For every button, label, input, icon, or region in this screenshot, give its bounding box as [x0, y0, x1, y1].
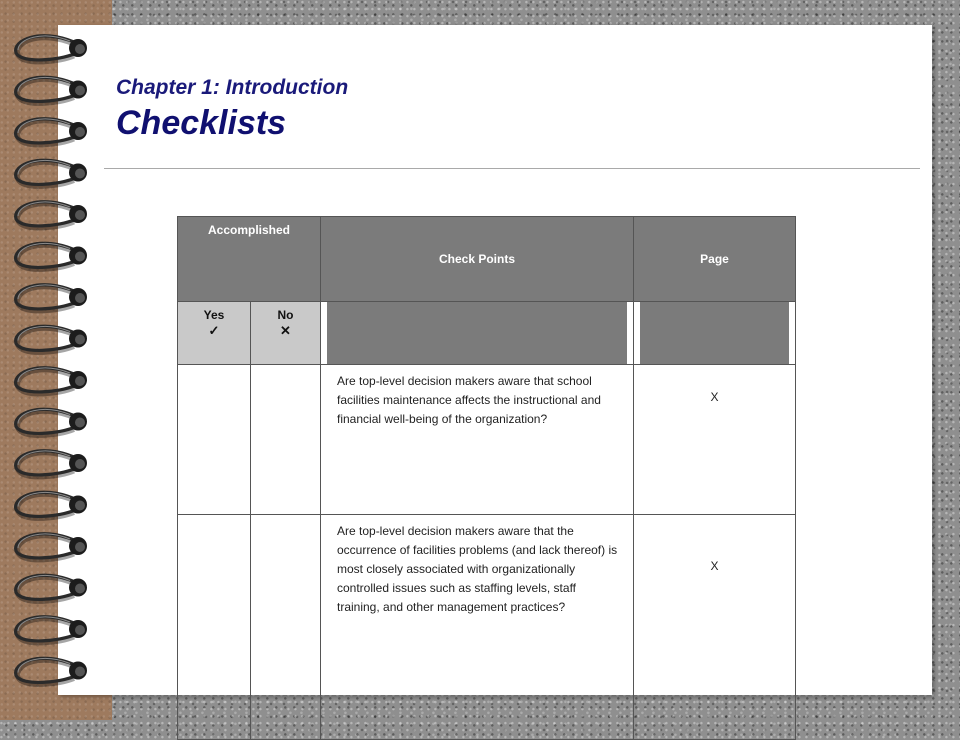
binder-ring-icon — [16, 368, 87, 394]
page-header: Page — [634, 217, 796, 302]
binder-ring-icon — [16, 160, 87, 186]
binder-ring-icon — [16, 36, 87, 62]
no-cell[interactable] — [251, 365, 321, 515]
yes-cell[interactable] — [178, 515, 251, 740]
check-points-header: Check Points — [321, 217, 634, 302]
subheader-row — [178, 302, 796, 365]
page-subheader — [634, 302, 796, 365]
no-label: No — [277, 308, 294, 322]
cell-gap — [634, 302, 640, 364]
cell-gap — [789, 302, 795, 364]
checklist-table — [177, 216, 796, 740]
yes-cell[interactable] — [178, 365, 251, 515]
table-row — [178, 515, 796, 740]
page-value: X — [634, 365, 796, 515]
check-point-text: Are top-level decision makers aware that school facilities maintenance affects the instructional and financial well-being of the organization? — [321, 365, 634, 515]
binder-ring-icon — [16, 202, 87, 228]
header-divider — [104, 168, 920, 169]
table-row — [178, 365, 796, 515]
no-cell[interactable] — [251, 515, 321, 740]
binder-ring-icon — [16, 575, 87, 601]
binder-ring-icon — [16, 451, 87, 477]
page-value: X — [634, 515, 796, 740]
binder-ring-icon — [16, 492, 87, 518]
binder-ring-icon — [16, 119, 87, 145]
cell-gap — [321, 302, 327, 364]
accomplished-header: Accomplished — [178, 217, 321, 302]
check-point-text: Are top-level decision makers aware that the occurrence of facilities problems (and lack thereof) is most closely associated with organizationally controlled issues such as staffing levels, staff training, and other management practices? — [321, 515, 634, 740]
binder-ring-icon — [16, 617, 87, 643]
cross-icon: ✕ — [280, 323, 291, 338]
yes-header — [178, 302, 251, 365]
binder-ring-icon — [16, 285, 87, 311]
cell-gap — [627, 302, 633, 364]
binder-ring-icon — [16, 534, 87, 560]
check-icon: ✓ — [208, 323, 220, 338]
chapter-subtitle: Chapter 1: Introduction — [116, 76, 349, 99]
yes-label: Yes — [203, 308, 225, 322]
binder-ring-icon — [16, 326, 87, 352]
check-points-subheader — [321, 302, 634, 365]
binder-rings — [0, 0, 110, 720]
header-row — [178, 217, 796, 302]
slide-header — [116, 76, 348, 143]
binder-ring-icon — [16, 658, 87, 684]
binder-ring-icon — [16, 243, 87, 269]
binder-ring-icon — [16, 77, 87, 103]
binder-ring-icon — [16, 409, 87, 435]
no-header — [251, 302, 321, 365]
page-title: Checklists — [116, 104, 287, 142]
